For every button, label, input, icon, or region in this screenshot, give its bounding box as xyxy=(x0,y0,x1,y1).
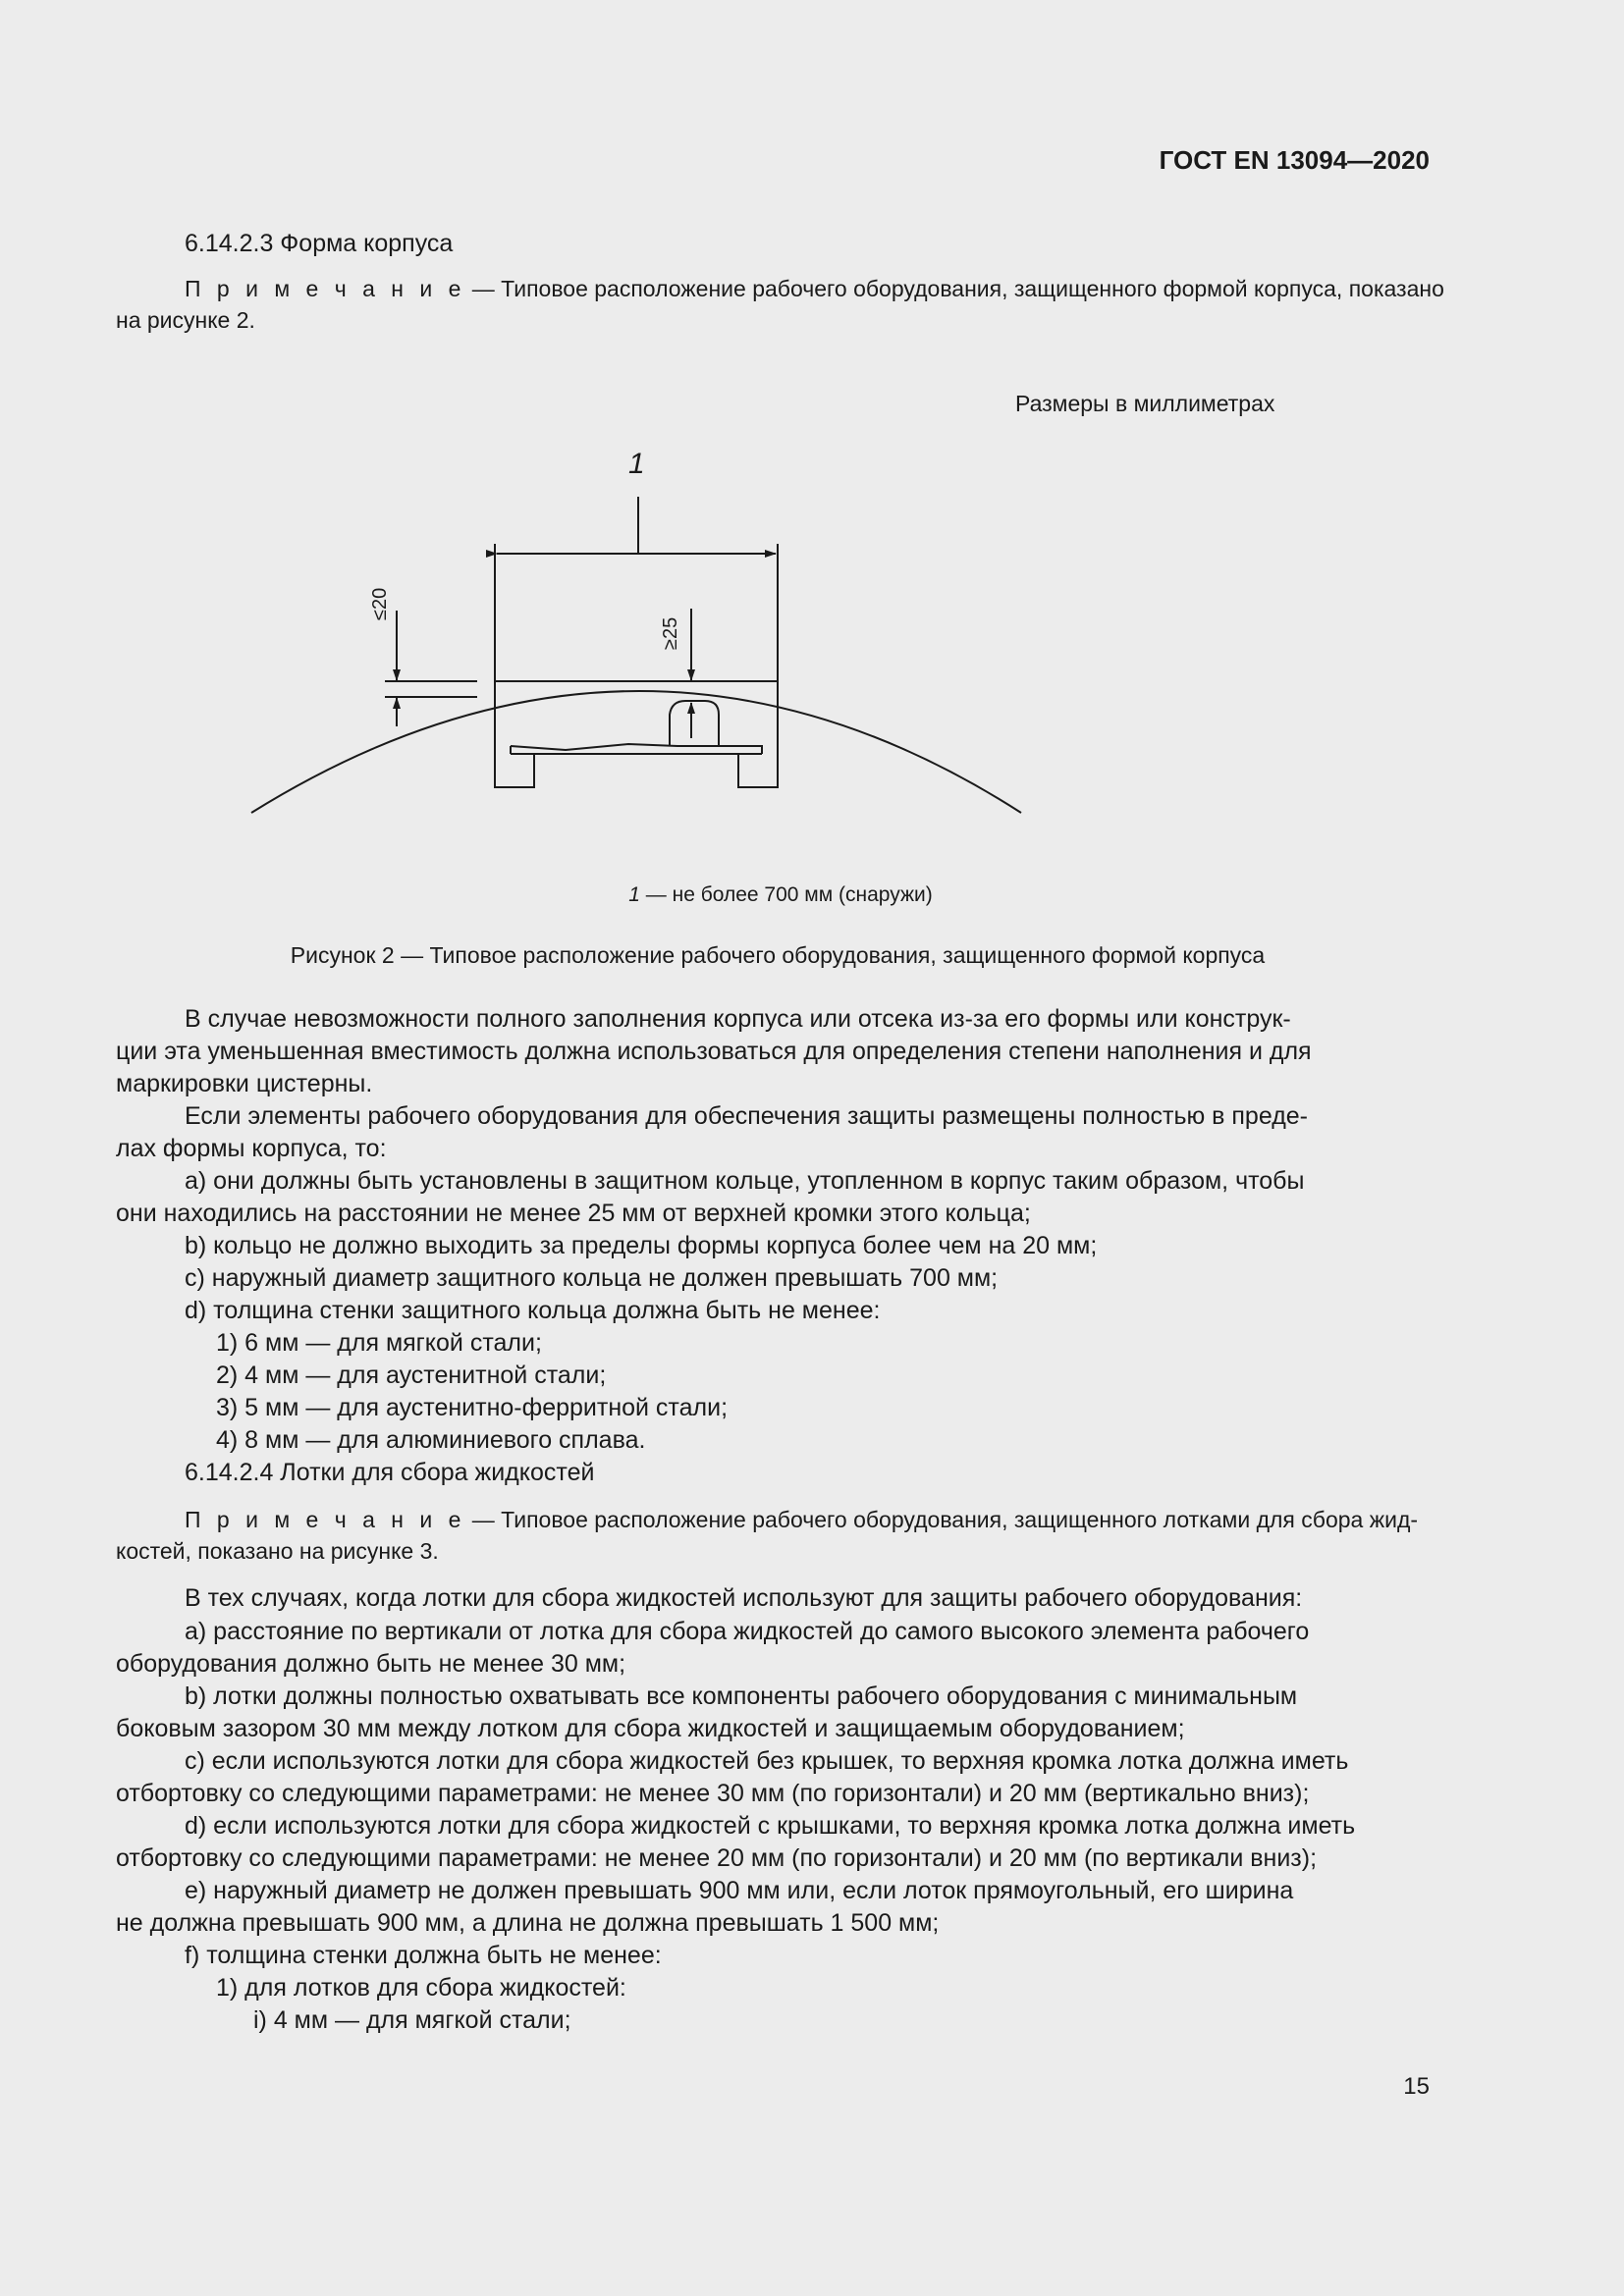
para-1-line-3: маркировки цистерны. xyxy=(116,1070,373,1097)
note-label: П р и м е ч а н и е xyxy=(185,1507,466,1532)
list-2-item-f-1: 1) для лотков для сбора жидкостей: xyxy=(216,1974,626,2002)
list-2-item-e-line-2: не должна превышать 900 мм, а длина не должна превышать 1 500 мм; xyxy=(116,1909,940,1937)
fitting xyxy=(670,701,719,746)
dimension-label-ge25: ≥25 xyxy=(660,616,681,650)
para-2-line-2: лах формы корпуса, то: xyxy=(116,1135,387,1162)
section-title-6-14-2-3: 6.14.2.3 Форма корпуса xyxy=(185,230,454,257)
note-2-line-2: костей, показано на рисунке 3. xyxy=(116,1538,439,1564)
list-1-item-d: d) толщина стенки защитного кольца должна быть не менее: xyxy=(185,1297,881,1324)
legend-number: 1 xyxy=(628,883,640,906)
section-title-6-14-2-4: 6.14.2.4 Лотки для сбора жидкостей xyxy=(185,1459,595,1486)
page-number: 15 xyxy=(1403,2073,1430,2100)
note-text: — Типовое расположение рабочего оборудования, защищенного формой корпуса, показано xyxy=(465,276,1444,301)
para-3: В тех случаях, когда лотки для сбора жидкостей используют для защиты рабочего оборудования: xyxy=(185,1584,1303,1612)
note-1-line-2: на рисунке 2. xyxy=(116,307,255,333)
note-text: — Типовое расположение рабочего оборудования, защищенного лотками для сбора жид- xyxy=(465,1507,1419,1532)
list-1-item-a-line-2: они находились на расстоянии не менее 25 мм от верхней кромки этого кольца; xyxy=(116,1200,1031,1227)
figure-legend xyxy=(0,883,1561,907)
list-2-item-e-line-1: e) наружный диаметр не должен превышать 900 мм или, если лоток прямоугольный, его ширина xyxy=(185,1877,1294,1904)
list-2-item-c-line-2: отбортовку со следующими параметрами: не менее 30 мм (по горизонтали) и 20 мм (вертикально вниз); xyxy=(116,1780,1310,1807)
dimension-label-le20: ≤20 xyxy=(369,587,391,620)
list-2-item-d-line-2: отбортовку со следующими параметрами: не менее 20 мм (по горизонтали) и 20 мм (по вертикали вниз); xyxy=(116,1844,1318,1872)
document-id: ГОСТ EN 13094—2020 xyxy=(1159,145,1430,175)
protective-ring xyxy=(495,681,778,787)
figure-caption: Рисунок 2 — Типовое расположение рабочего оборудования, защищенного формой корпуса xyxy=(290,942,1266,968)
shell-arc xyxy=(251,691,1021,813)
note-2-line-1 xyxy=(185,1504,1432,1535)
list-1-item-d-4: 4) 8 мм — для алюминиевого сплава. xyxy=(216,1426,646,1454)
list-2-item-b-line-1: b) лотки должны полностью охватывать все компоненты рабочего оборудования с минимальным xyxy=(185,1682,1298,1710)
list-1-item-d-2: 2) 4 мм — для аустенитной стали; xyxy=(216,1362,607,1389)
list-2-item-f: f) толщина стенки должна быть не менее: xyxy=(185,1942,662,1969)
list-1-item-a-line-1: a) они должны быть установлены в защитном кольце, утопленном в корпус таким образом, чтобы xyxy=(185,1167,1305,1195)
list-2-item-b-line-2: боковым зазором 30 мм между лотком для сбора жидкостей и защищаемым оборудованием; xyxy=(116,1715,1185,1742)
list-2-item-c-line-1: c) если используются лотки для сбора жидкостей без крышек, то верхняя кромка лотка должна иметь xyxy=(185,1747,1349,1775)
list-2-item-a-line-2: оборудования должно быть не менее 30 мм; xyxy=(116,1650,626,1678)
list-1-item-b: b) кольцо не должно выходить за пределы формы корпуса более чем на 20 мм; xyxy=(185,1232,1098,1259)
list-2-item-a-line-1: a) расстояние по вертикали от лотка для сбора жидкостей до самого высокого элемента рабочего xyxy=(185,1618,1310,1645)
para-1-line-2: ции эта уменьшенная вместимость должна использоваться для определения степени наполнения и для xyxy=(116,1038,1312,1065)
list-1-item-d-1: 1) 6 мм — для мягкой стали; xyxy=(216,1329,542,1357)
figure-callout-1: 1 xyxy=(628,448,645,480)
note-label: П р и м е ч а н и е xyxy=(185,276,466,301)
legend-text: — не более 700 мм (снаружи) xyxy=(639,883,933,906)
para-1-line-1: В случае невозможности полного заполнения корпуса или отсека из-за его формы или конструк- xyxy=(185,1005,1291,1033)
figure-2-drawing xyxy=(0,0,1624,883)
list-2-item-f-1-i: i) 4 мм — для мягкой стали; xyxy=(253,2006,571,2034)
list-2-item-d-line-1: d) если используются лотки для сбора жидкостей с крышками, то верхняя кромка лотка должна иметь xyxy=(185,1812,1356,1840)
list-1-item-d-3: 3) 5 мм — для аустенитно-ферритной стали; xyxy=(216,1394,729,1421)
dimensions-note: Размеры в миллиметрах xyxy=(1015,391,1275,416)
para-2-line-1: Если элементы рабочего оборудования для обеспечения защиты размещены полностью в преде- xyxy=(185,1102,1309,1130)
list-1-item-c: c) наружный диаметр защитного кольца не должен превышать 700 мм; xyxy=(185,1264,999,1292)
inner-plate xyxy=(511,744,762,754)
